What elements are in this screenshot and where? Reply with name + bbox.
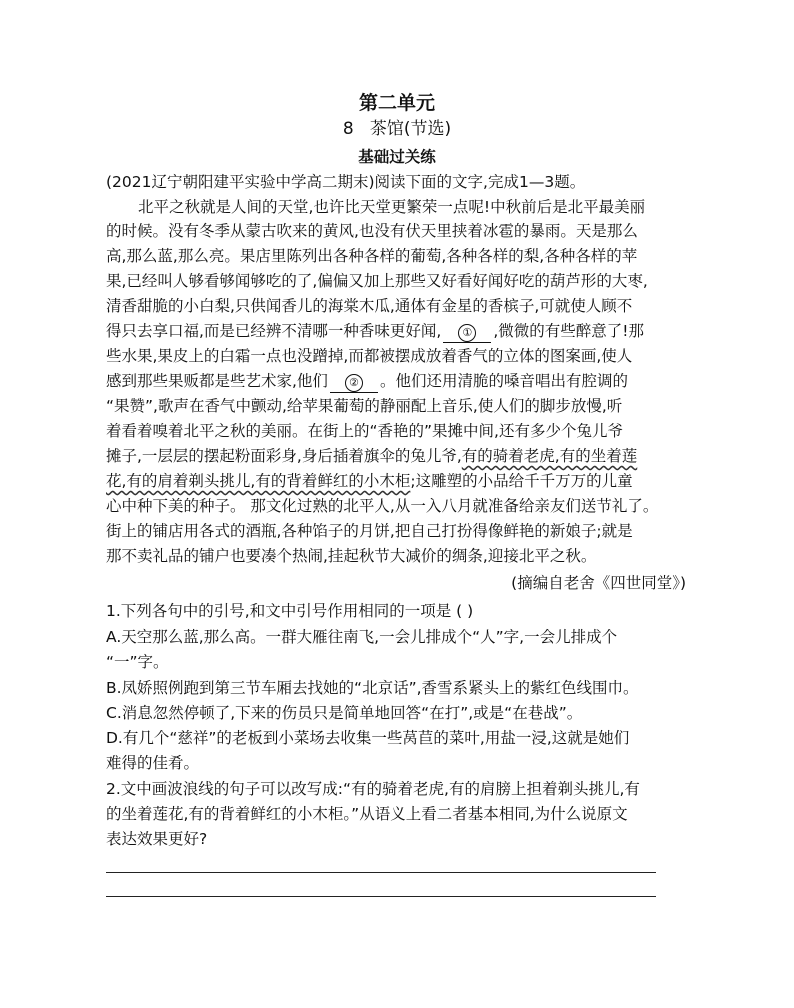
passage-line-1: 北平之秋就是人间的天堂,也许比天堂更繁荣一点呢!中秋前后是北平最美丽	[138, 198, 646, 216]
q1-option-a[interactable]: A.天空那么蓝,那么高。一群大雁往南飞,一会儿排成个“人”字,一会儿排成个	[106, 628, 618, 646]
q1-option-c[interactable]: C.消息忽然停顿了,下来的伤员只是简单地回答“在打”,或是“在巷战”。	[106, 704, 583, 722]
lesson-heading	[0, 118, 794, 140]
passage-line-5: 清香甜脆的小白梨,只供闻香儿的海棠木瓜,通体有金星的香槟子,可就使人顾不	[106, 297, 633, 315]
passage-line-8	[106, 370, 696, 393]
question-2-line-2: 的坐着莲花,有的背着鲜红的小木柜。”从语义上看二者基本相同,为什么说原文	[106, 805, 628, 823]
question-1-stem: 1.下列各句中的引号,和文中引号作用相同的一项是 ( )	[106, 602, 474, 620]
blank-1[interactable]	[443, 323, 491, 343]
passage-line-3: 高,那么蓝,那么亮。果店里陈列出各种各样的葡萄,各种各样的梨,各种各样的苹	[106, 247, 638, 265]
source-label: (2021辽宁朝阳建平实验中学高二期末)阅读下面的文字,完成1—3题。	[106, 173, 586, 191]
q1-option-a-cont: “一”字。	[106, 653, 169, 671]
section-title: 基础过关练	[358, 148, 436, 166]
question-2-line-3: 表达效果更好?	[106, 830, 208, 848]
q1-option-b[interactable]: B.凤娇照例跑到第三节车厢去找她的“北京话”,香雪系紧头上的紫红色线围巾。	[106, 679, 639, 697]
passage-line-9: “果赞”,歌声在香气中颤动,给苹果葡萄的静丽配上音乐,使人们的脚步放慢,听	[106, 397, 623, 415]
unit-title: 第二单元	[358, 92, 435, 114]
lesson-title: 茶馆(节选)	[369, 119, 452, 139]
blank-1-marker: ①	[458, 324, 476, 342]
question-2-line-1: 2.文中画波浪线的句子可以改写成:“有的骑着老虎,有的肩膀上担着剃头挑儿,有	[106, 780, 640, 798]
answer-line-1[interactable]	[106, 872, 656, 873]
passage-line-6-start: 得只去享口福,而是已经辨不清哪一种香味更好闻,	[106, 322, 442, 340]
source-citation: (摘编自老舍《四世同堂》)	[511, 574, 686, 592]
passage-line-12-end: ;这雕塑的小品给千千万万的儿童	[410, 472, 633, 490]
wavy-sentence-part-1: 有的骑着老虎,有的坐着莲	[461, 447, 638, 465]
q1-option-d[interactable]: D.有几个“慈祥”的老板到小菜场去收集一些莴苣的菜叶,用盐一浸,这就是她们	[106, 729, 630, 747]
passage-line-14: 街上的铺店用各式的酒瓶,各种馅子的月饼,把自己打扮得像鲜艳的新娘子;就是	[106, 522, 633, 540]
blank-2-marker: ②	[345, 374, 363, 392]
q1-option-d-cont: 难得的佳肴。	[106, 754, 200, 772]
passage-line-8-end: 。他们还用清脆的嗓音唱出有腔调的	[379, 372, 628, 390]
passage-line-11	[106, 445, 696, 467]
wavy-sentence-part-2: 花,有的肩着剃头挑儿,有的背着鲜红的小木柜	[106, 472, 411, 490]
passage-line-12	[106, 470, 696, 492]
passage-line-6	[106, 320, 696, 343]
passage-line-6-end: ,微微的有些醉意了!那	[493, 322, 645, 340]
passage-line-11-start: 摊子,一层层的摆起粉面彩身,身后插着旗伞的兔儿爷,	[106, 447, 462, 465]
answer-line-2[interactable]	[106, 896, 656, 897]
lesson-number: 8	[342, 119, 354, 139]
passage-line-7: 些水果,果皮上的白霜一点也没蹭掉,而都被摆成放着香气的立体的图案画,使人	[106, 347, 633, 365]
blank-2[interactable]	[330, 373, 378, 393]
passage-line-4: 果,已经叫人够看够闻够吃的了,偏偏又加上那些又好看好闻好吃的葫芦形的大枣,	[106, 272, 648, 290]
passage-line-2: 的时候。没有冬季从蒙古吹来的黄风,也没有伏天里挟着冰雹的暴雨。天是那么	[106, 222, 638, 240]
passage-line-10: 着看着嗅着北平之秋的美丽。在街上的“香艳的”果摊中间,还有多少个兔儿爷	[106, 422, 623, 440]
passage-line-8-start: 感到那些果贩都是些艺术家,他们	[106, 372, 328, 390]
passage-line-15: 那不卖礼品的铺户也要凑个热闹,挂起秋节大减价的绸条,迎接北平之秋。	[106, 547, 597, 565]
passage-line-13: 心中种下美的种子。 那文化过熟的北平人,从一入八月就准备给亲友们送节礼了。	[106, 497, 659, 515]
